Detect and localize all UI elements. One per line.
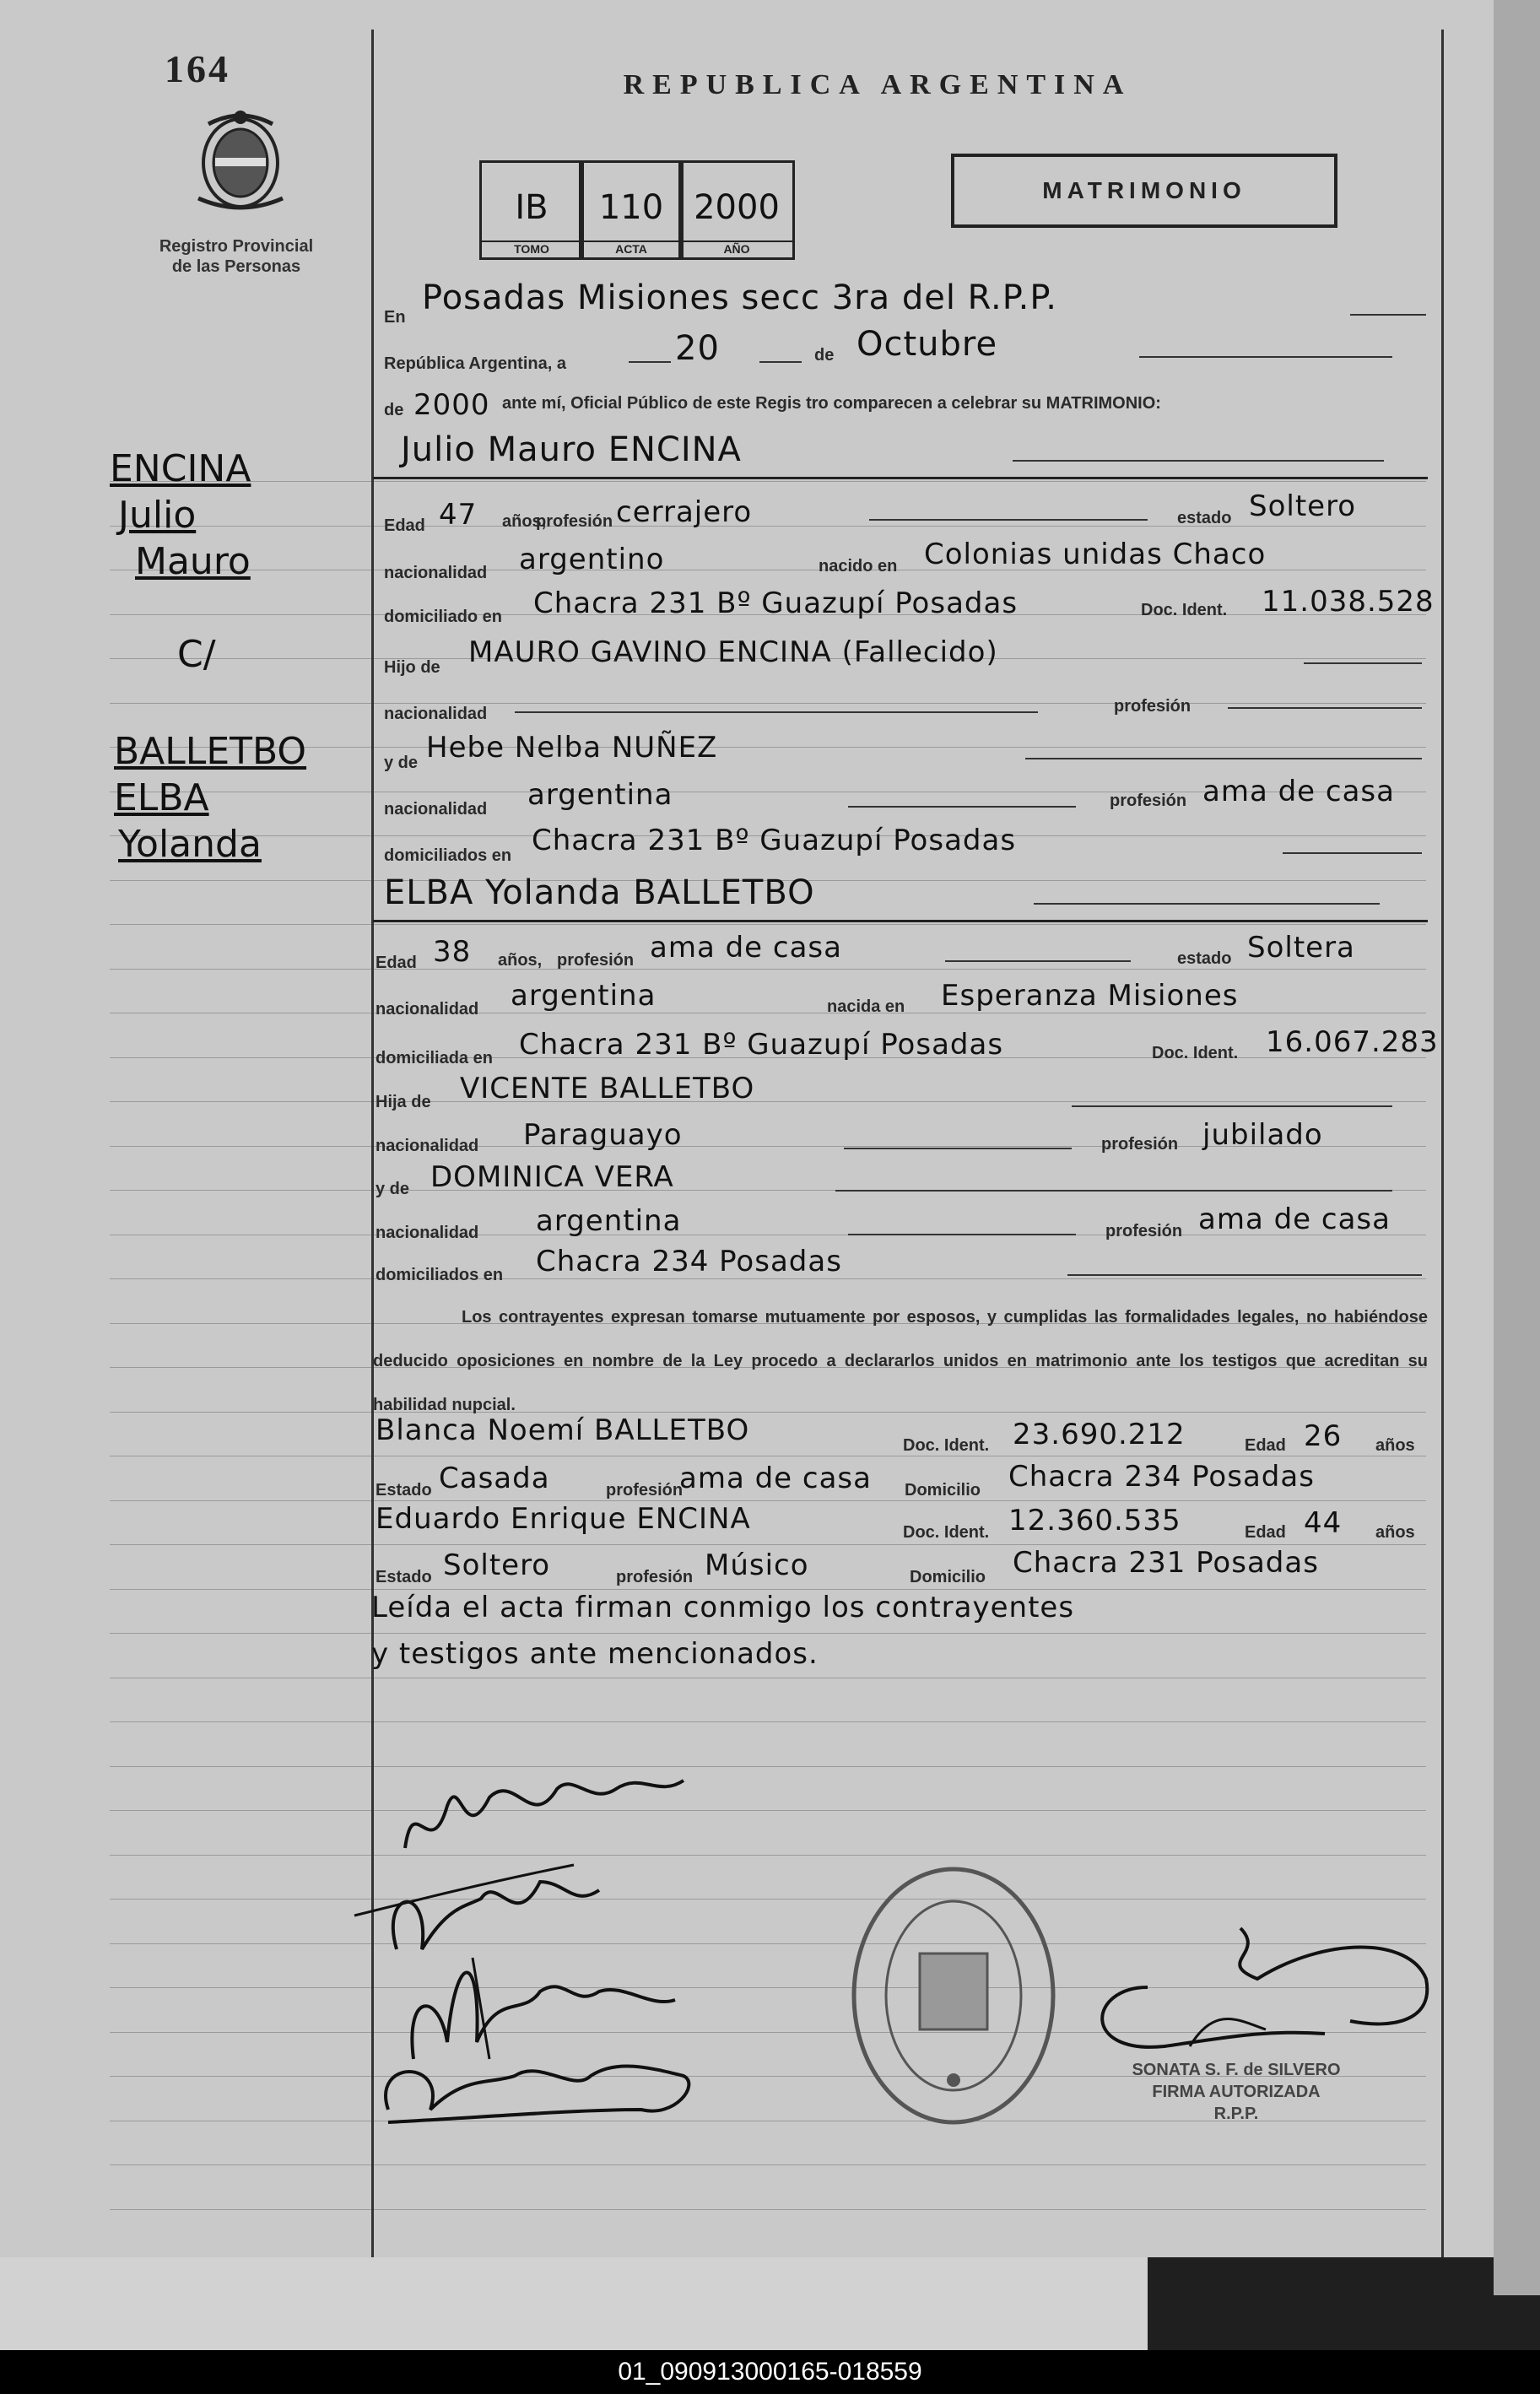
margin-groom-name1: Julio [118,494,197,537]
ruled-line [110,481,1426,482]
bride-hija-label: Hija de [376,1093,431,1111]
month-value: Octubre [856,325,998,364]
bride-name: ELBA Yolanda BALLETBO [384,873,815,912]
bride-parents-address: Chacra 234 Posadas [536,1245,842,1278]
groom-father-nac-label: nacionalidad [384,705,488,723]
bride-father: VICENTE BALLETBO [460,1072,755,1105]
image-caption: 01_090913000165-018559 [0,2350,1540,2394]
bride-nacida-label: nacida en [827,997,905,1016]
bride-profession: ama de casa [650,931,842,965]
official-title: FIRMA AUTORIZADA [1152,2083,1321,2101]
statement-text: ante mí, Oficial Público de este Regis tro comparecen a celebrar su MATRIMONIO: [502,394,1161,413]
witness1-edad-label: Edad [1245,1436,1286,1455]
en-label: En [384,308,406,327]
act-type-box: MATRIMONIO [951,154,1337,228]
place-blank [1350,314,1426,316]
witness2-profession: Músico [705,1548,809,1582]
groom-mother-nationality: argentina [527,778,673,812]
groom-yde-label: y de [384,754,419,772]
margin-groom-name2: Mauro [135,540,251,583]
anio-box [678,160,795,260]
day-blank-left [629,361,671,363]
groom-doc: 11.038.528 [1262,585,1435,619]
groom-edad-label: Edad [384,516,425,535]
ruled-line [110,1633,1426,1634]
margin-bride-name2: Yolanda [118,823,262,866]
ruled-line [110,2209,1426,2210]
acta-value: 110 [598,188,664,227]
witness2-prof-label: profesión [616,1568,694,1586]
groom-anos-label: años, [502,512,547,531]
groom-nationality: argentino [519,543,665,576]
tomo-label: TOMO [482,240,581,256]
ruled-line [110,1500,1426,1501]
groom-birthplace: Colonias unidas Chaco [924,538,1267,571]
bride-edad-label: Edad [376,954,417,972]
bride-doc: 16.067.283 [1266,1025,1439,1059]
bride-birthplace: Esperanza Misiones [941,979,1239,1013]
official-stamp [848,1861,1059,2131]
bride-father-nac-blank [844,1148,1072,1149]
groom-parents-dom-label: domiciliados en [384,846,512,865]
margin-bride-surname: BALLETBO [114,730,307,773]
witness2-doc: 12.360.535 [1008,1504,1181,1537]
groom-nacionalidad-label: nacionalidad [384,564,488,582]
anio-value: 2000 [694,188,780,227]
official-name: SONATA S. F. de SILVERO [1132,2061,1341,2079]
ruled-line [110,1544,1426,1545]
bride-domicilio-label: domiciliada en [376,1049,493,1067]
registry-line1: Registro Provincial [159,237,314,256]
groom-mother-prof-label: profesión [1110,792,1187,810]
groom-father-blank [1304,662,1422,664]
groom-nacido-label: nacido en [819,557,898,576]
bride-profesion-label: profesión [557,951,635,970]
official-block [1072,2059,1401,2125]
groom-estado-label: estado [1177,509,1232,527]
bride-father-blank [1072,1105,1392,1107]
republica-label: República Argentina, a [384,354,566,373]
witness1-name: Blanca Noemí BALLETBO [376,1413,750,1447]
groom-mother-nac-blank [848,806,1076,808]
bride-mother-nac-label: nacionalidad [376,1224,479,1242]
official-org: R.P.P. [1213,2105,1259,2123]
bride-father-profession: jubilado [1202,1118,1323,1152]
acta-label: ACTA [581,240,681,256]
witness2-doc-label: Doc. Ident. [903,1523,990,1542]
witness1-doc-label: Doc. Ident. [903,1436,990,1455]
bride-separator [373,920,1428,922]
declaration-text: Los contrayentes expresan tomarse mutuamente por esposos, y cumplidas las formalidades legales, no habiéndose deducido oposiciones en nombre de la Ley procedo a declararlos unidos en matrimonio ante los testigos que acreditan su habilidad nupcial. [373,1308,1428,1414]
bride-address: Chacra 231 Bº Guazupí Posadas [519,1028,1004,1062]
groom-name-blank [1013,460,1384,462]
groom-mother-blank [1025,758,1422,759]
groom-profesion-label: profesión [536,512,613,531]
coat-of-arms-icon [190,105,291,215]
groom-profession: cerrajero [616,495,753,529]
bride-mother: DOMINICA VERA [430,1160,674,1194]
witness2-edad-label: Edad [1245,1523,1286,1542]
page-edge [1494,0,1540,2295]
bride-name-blank [1034,903,1380,905]
bride-father-nac-label: nacionalidad [376,1137,479,1155]
country-title: REPUBLICA ARGENTINA [623,69,1132,100]
ruled-line [110,1101,1426,1102]
groom-doc-label: Doc. Ident. [1141,601,1228,619]
bride-mother-prof-label: profesión [1105,1222,1183,1240]
tomo-box [479,160,584,260]
anio-label: AÑO [681,240,792,256]
witness2-age: 44 [1304,1506,1343,1540]
groom-father-prof-blank [1228,707,1422,709]
groom-status: Soltero [1249,489,1357,523]
groom-parents-blank [1283,852,1422,854]
bride-estado-label: estado [1177,949,1232,968]
registry-line2: de las Personas [171,257,301,276]
ruled-line [110,2164,1426,2165]
ruled-line [110,969,1426,970]
witness1-age: 26 [1304,1419,1343,1453]
groom-prof-blank [869,519,1148,521]
witness2-anos-label: años [1375,1523,1415,1542]
witness2-status: Soltero [443,1548,551,1582]
witness1-anos-label: años [1375,1436,1415,1455]
ruled-line [110,1589,1426,1590]
groom-address: Chacra 231 Bº Guazupí Posadas [533,586,1019,620]
witness2-name: Eduardo Enrique ENCINA [376,1502,751,1536]
bride-age: 38 [433,935,472,969]
groom-domicilio-label: domiciliado en [384,608,503,626]
de-label: de [814,346,835,365]
bride-status: Soltera [1247,931,1355,965]
de2-label: de [384,401,404,419]
ruled-line [110,703,1426,704]
closing-line-1: Leída el acta firman conmigo los contrayentes [371,1591,1075,1624]
bride-mother-nac-blank [848,1234,1076,1235]
bride-anos-label: años, [498,951,543,970]
witness1-prof-label: profesión [606,1481,684,1500]
signatures [321,1738,793,2143]
groom-age: 47 [439,498,478,532]
groom-mother-nac-label: nacionalidad [384,800,488,819]
month-blank [1139,356,1392,358]
witness1-estado-label: Estado [376,1481,432,1500]
witness1-status: Casada [439,1462,550,1495]
witness2-estado-label: Estado [376,1568,432,1586]
groom-father: MAURO GAVINO ENCINA (Fallecido) [468,635,998,669]
margin-connector: C/ [177,633,216,676]
witness1-dom-label: Domicilio [905,1481,981,1500]
groom-separator [373,477,1428,479]
groom-father-prof-label: profesión [1114,697,1191,716]
day-value: 20 [675,329,720,368]
bride-nacionalidad-label: nacionalidad [376,1000,479,1019]
witness1-profession: ama de casa [679,1462,872,1495]
place-value: Posadas Misiones secc 3ra del R.P.P. [422,278,1057,317]
registry-name [152,236,321,277]
folio-number: 164 [165,47,230,90]
bride-mother-profession: ama de casa [1198,1202,1391,1236]
bride-nationality: argentina [511,979,657,1013]
groom-mother: Hebe Nelba NUÑEZ [426,731,718,765]
margin-bride-name1: ELBA [114,776,209,819]
witness1-doc: 23.690.212 [1013,1418,1186,1451]
margin-groom-surname: ENCINA [110,447,251,490]
page-bottom-strip [0,2257,1148,2350]
ruled-line [110,747,1426,748]
bride-doc-label: Doc. Ident. [1152,1044,1239,1062]
witness2-dom-label: Domicilio [910,1568,986,1586]
bride-father-prof-label: profesión [1101,1135,1179,1154]
bride-mother-blank [835,1190,1392,1192]
witness1-address: Chacra 234 Posadas [1008,1460,1315,1494]
tomo-value: IB [515,188,548,227]
day-blank-right [759,361,802,363]
bride-yde-label: y de [376,1180,410,1198]
witness2-address: Chacra 231 Posadas [1013,1546,1319,1580]
bride-father-nationality: Paraguayo [523,1118,683,1152]
bride-prof-blank [945,960,1131,962]
ruled-line [110,924,1426,925]
closing-line-2: y testigos ante mencionados. [371,1637,819,1671]
groom-mother-profession: ama de casa [1202,775,1395,808]
groom-name: Julio Mauro ENCINA [401,430,742,469]
bride-parents-blank [1067,1274,1422,1276]
groom-parents-address: Chacra 231 Bº Guazupí Posadas [532,824,1017,857]
acta-box [579,160,684,260]
groom-father-nac-blank [515,711,1038,713]
official-signature [1072,1903,1443,2072]
year-value: 2000 [413,388,490,422]
ruled-line [110,1278,1426,1279]
ruled-line [110,1721,1426,1722]
bride-mother-nationality: argentina [536,1204,682,1238]
groom-hijo-label: Hijo de [384,658,440,677]
bride-parents-dom-label: domiciliados en [376,1266,504,1284]
